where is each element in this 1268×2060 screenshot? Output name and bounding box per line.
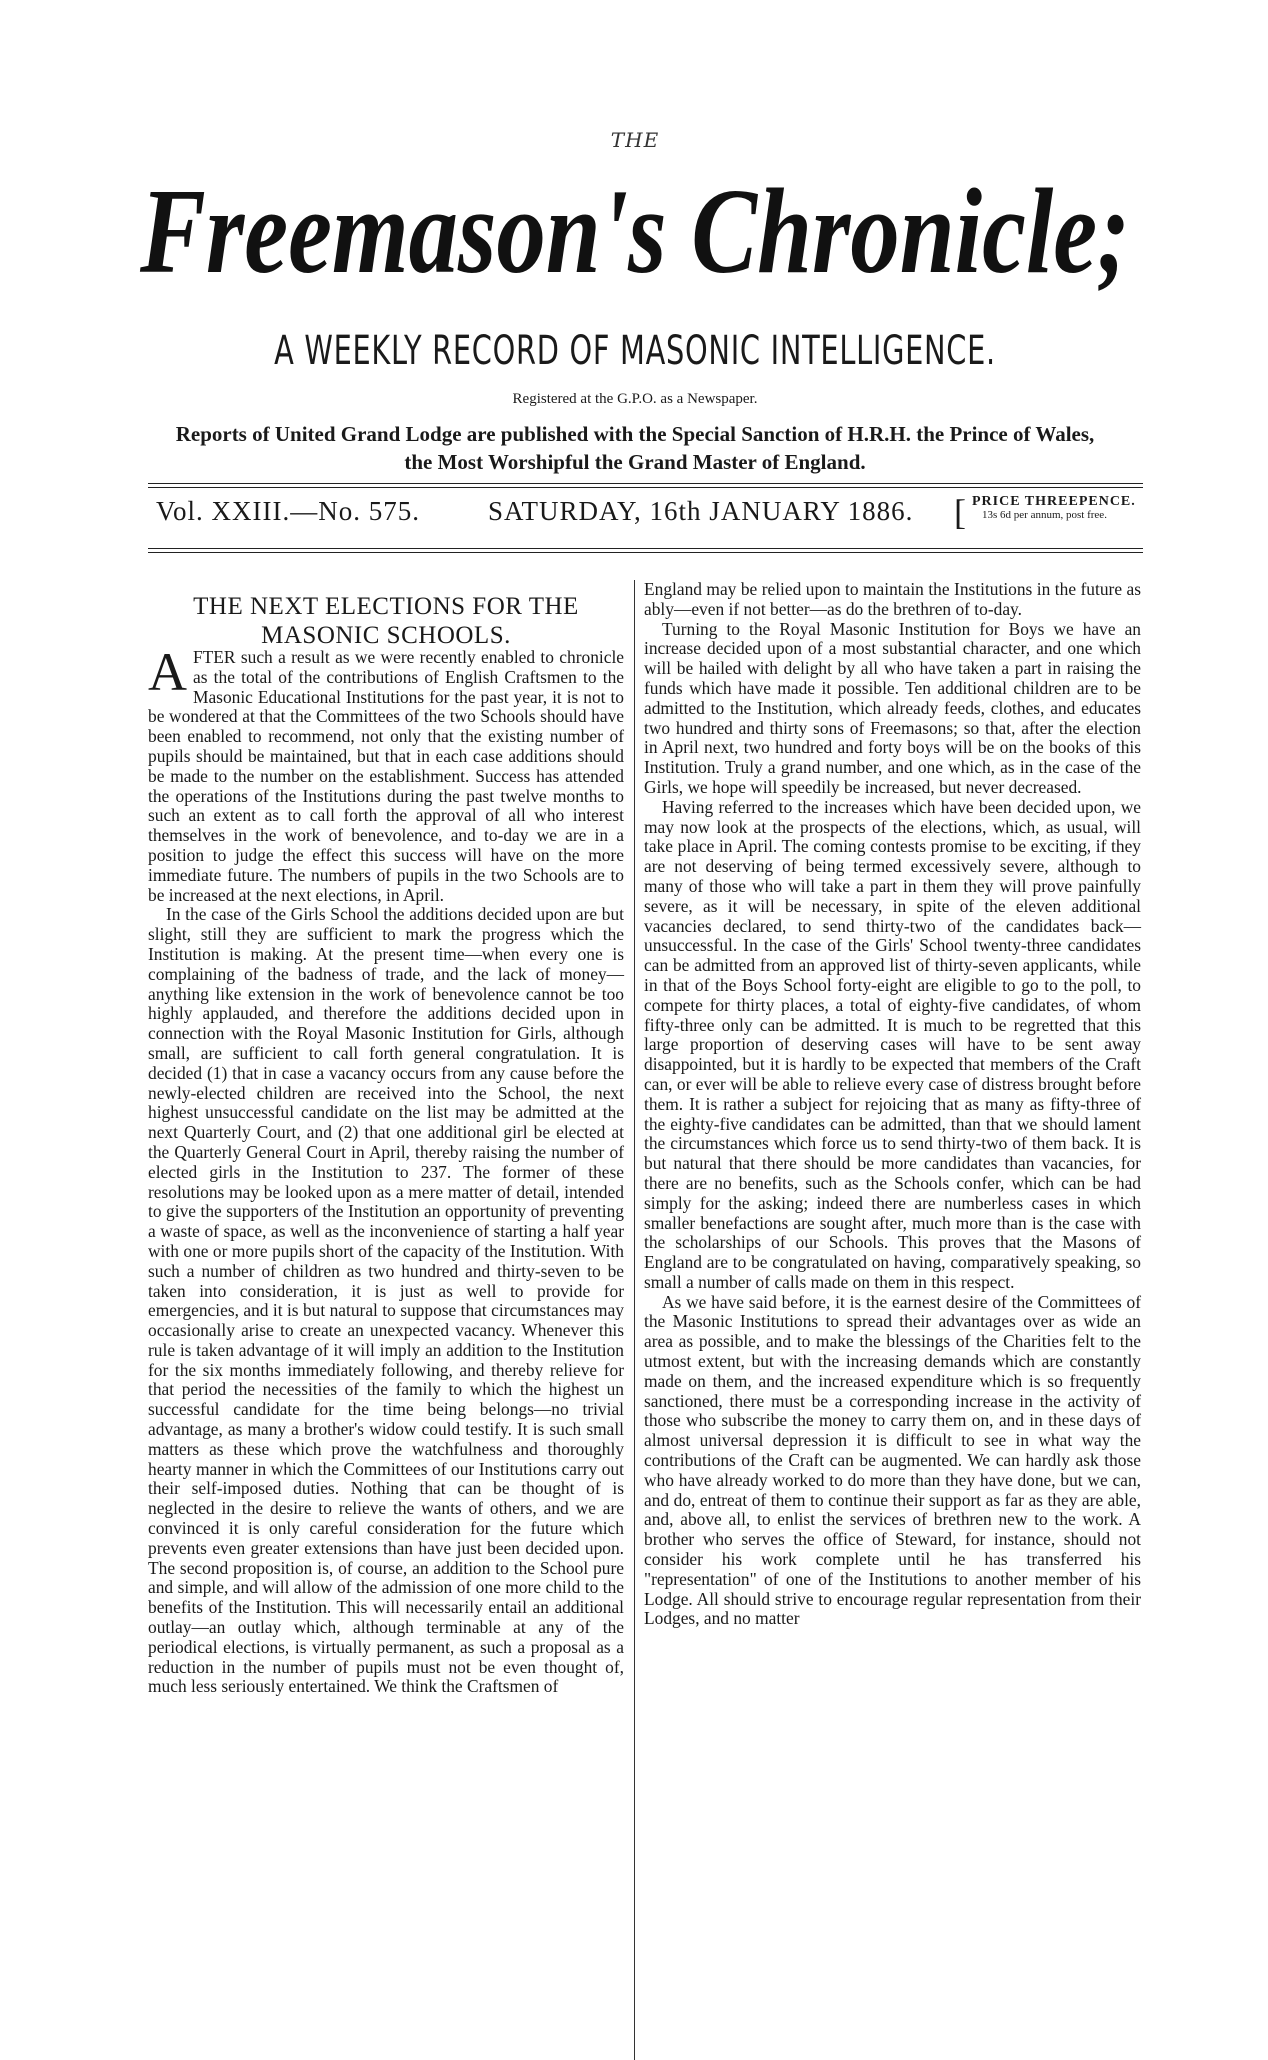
sanction-notice xyxy=(120,420,1150,476)
paragraph: Having referred to the increases which have been decided upon, we may now look at the prospects of the elections, which, as usual, will take place in April. The coming contests promise to be exciting, if they are not deserving of being termed excessively severe, although to many of those who will take a part in them they will prove painfully severe, as it will be necessary, in spite of the eleven additional vacancies declared, to send thirty-two of the candidates back—unsuccessful. In the case of the Girls' School twenty-three candidates can be admitted from an approved list of thirty-seven applicants, while in that of the Boys School forty-eight are eligible to go to the poll, to compete for thirty places, a total of eighty-five candidates, of whom fifty-three only can be admitted. It is much to be regretted that this large proportion of deserving cases will have to be sent away disappointed, but it is hardly to be expected that members of the Craft can, or ever will be able to relieve every case of distress brought before them. It is rather a subject for rejoicing that as many as fifty-three of the eighty-five candidates can be admitted, than that we should lament the circumstances which force us to send thirty-two of them back. It is but natural that there should be more candidates than vacancies, for there are no benefits, such as the Schools confer, which can be had simply for the asking; indeed there are numberless cases in which smaller benefactions are sought after, much more than is the case with the scholarships of our Schools. This proves that the Masons of England are to be congratulated on having, comparatively speaking, so small a number of calls made on them in this respect. xyxy=(644,796,1141,1292)
headline-line-2: MASONIC SCHOOLS. xyxy=(261,622,511,649)
masthead-subtitle: A WEEKLY RECORD OF MASONIC INTELLIGENCE. xyxy=(274,328,996,374)
article-headline xyxy=(148,592,624,650)
dateline-bottom-rule xyxy=(148,548,1143,549)
paragraph: Turning to the Royal Masonic Institution for Boys we have an increase decided upon of a most substantial character, and one which will be hailed with delight by all who have taken a part in raising the funds which have made it possible. Ten additional children are to be admitted to the Institution, which already feeds, clothes, and educates two hundred and thirty sons of Freemasons; so that, after the election in April next, two hundred and forty boys will be on the books of this Institution. Truly a grand number, and one which, as in the case of the Girls, we hope will speedily be increased, but never decreased. xyxy=(644,618,1141,797)
paragraph-text: FTER such a result as we were recently enabled to chronicle as the total of the contributions of English Craftsmen to the Masonic Educational Institutions for the past year, it is not to be wondered at that the Committees of the two Schools should have been enabled to recommend, not only that the existing number of pupils should be maintained, but that in each case additions should be made to the number on the establishment. Success has attended the operations of the Institutions during the past twelve months to such an extent as to call forth the approval of all who interest themselves in the work of benevolence, and to-day we are in a position to judge the effect this success will have on the more immediate future. The numbers of pupils in the two Schools are to be increased at the next elections, in April. xyxy=(148,647,624,905)
dateline xyxy=(148,488,1143,538)
article-column-2 xyxy=(644,580,1141,1629)
column-divider xyxy=(634,580,635,2060)
masthead-the: THE xyxy=(610,128,660,152)
headline-line-1: THE NEXT ELECTIONS FOR THE xyxy=(193,593,579,620)
paragraph xyxy=(148,642,624,905)
top-rule xyxy=(148,483,1143,484)
paragraph: England may be relied upon to maintain the Institutions in the future as ably—even if not better—as do the brethren of to-day. xyxy=(644,579,1141,619)
article-column-1 xyxy=(148,642,624,1697)
per-annum: 13s 6d per annum, post free. xyxy=(982,509,1107,521)
registered-note: Registered at the G.P.O. as a Newspaper. xyxy=(512,391,758,407)
dateline-bottom-rule-thin xyxy=(148,552,1143,553)
masthead-title-text: Freemason's Chronicle; xyxy=(139,164,1130,299)
drop-cap: A xyxy=(148,642,187,702)
sanction-line-1: Reports of United Grand Lodge are published with the Special Sanction of H.R.H. the Prince of Wales, xyxy=(175,422,1095,446)
issue-date: SATURDAY, 16th JANUARY 1886. xyxy=(488,496,914,526)
sanction-line-2: the Most Worshipful the Grand Master of England. xyxy=(404,450,866,474)
price-box xyxy=(954,492,1142,532)
masthead-title xyxy=(130,150,1140,300)
paragraph: In the case of the Girls School the additions decided upon are but slight, still they are sufficient to mark the progress which the Institution is making. At the present time—when every one is complaining of the badness of trade, and the lack of money—anything like extension in the work of benevolence cannot be too highly applauded, and therefore the additions decided upon in connection with the Royal Masonic Institution for Girls, although small, are sufficient to call forth general congratulation. It is decided (1) that in case a vacancy occurs from any cause before the newly-elected children are received into the School, the next highest unsuccessful candidate on the list may be admitted at the next Quarterly Court, and (2) that one additional girl be elected at the Quarterly General Court in April, thereby raising the number of elected girls in the Institution to 237. The former of these resolutions may be looked upon as a mere matter of detail, intended to give the supporters of the Institution an opportunity of preventing a waste of space, as well as the inconvenience of starting a half year with one or more pupils short of the capacity of the Institution. With such a number of children as two hundred and thirty-seven to be taken into consideration, it is just as well to provide for emergencies, and it is but natural to suppose that circumstances may occasionally arise to create an unexpected vacancy. Whenever this rule is taken advantage of it will imply an addition to the Institution for the six months immediately following, and thereby relieve for that period the necessities of the family to which the highest un successful candidate for the time being belongs—no trivial advantage, as many a brother's widow could testify. It is such small matters as these which prove the watchfulness and thoroughly hearty manner in which the Committees of our Institutions carry out their self-imposed duties. Nothing that can be thought of is neglected in the desire to relieve the wants of others, and we are convinced it is only careful consideration for the future which prevents even greater extensions than have just been decided upon. The second proposition is, of course, an addition to the School pure and simple, and will allow of the admission of one more child to the benefits of the Institution. This will necessarily entail an additional outlay—an outlay which, although terminable at any of the periodical elections, is virtually permanent, as such a proposal as a reduction in the number of pupils must not be even thought of, much less seriously entertained. We think the Craftsmen of xyxy=(148,904,624,1697)
price: PRICE THREEPENCE. xyxy=(972,494,1136,509)
volume-number: Vol. XXIII.—No. 575. xyxy=(156,496,420,526)
paragraph: As we have said before, it is the earnest desire of the Committees of the Masonic Institutions to spread their advantages over as wide an area as possible, and to make the blessings of the Charities felt to the utmost extent, but with the increasing demands which are constantly made on them, and the increased expenditure which is so frequently sanctioned, there must be a corresponding increase in the activity of those who subscribe the money to carry them on, and in these days of almost universal depression it is difficult to see in what way the contributions of the Craft can be augmented. We can hardly ask those who have already worked to do more than they have done, but we can, and do, entreat of them to continue their support as far as they are able, and, above all, to enlist the services of brethren new to the work. A brother who serves the office of Steward, for instance, should not consider his work complete until he has transferred his "representation" of one of the Institutions to another member of his Lodge. All should strive to encourage regular representation from their Lodges, and no matter xyxy=(644,1291,1141,1629)
price-bracket: [ xyxy=(954,492,966,532)
